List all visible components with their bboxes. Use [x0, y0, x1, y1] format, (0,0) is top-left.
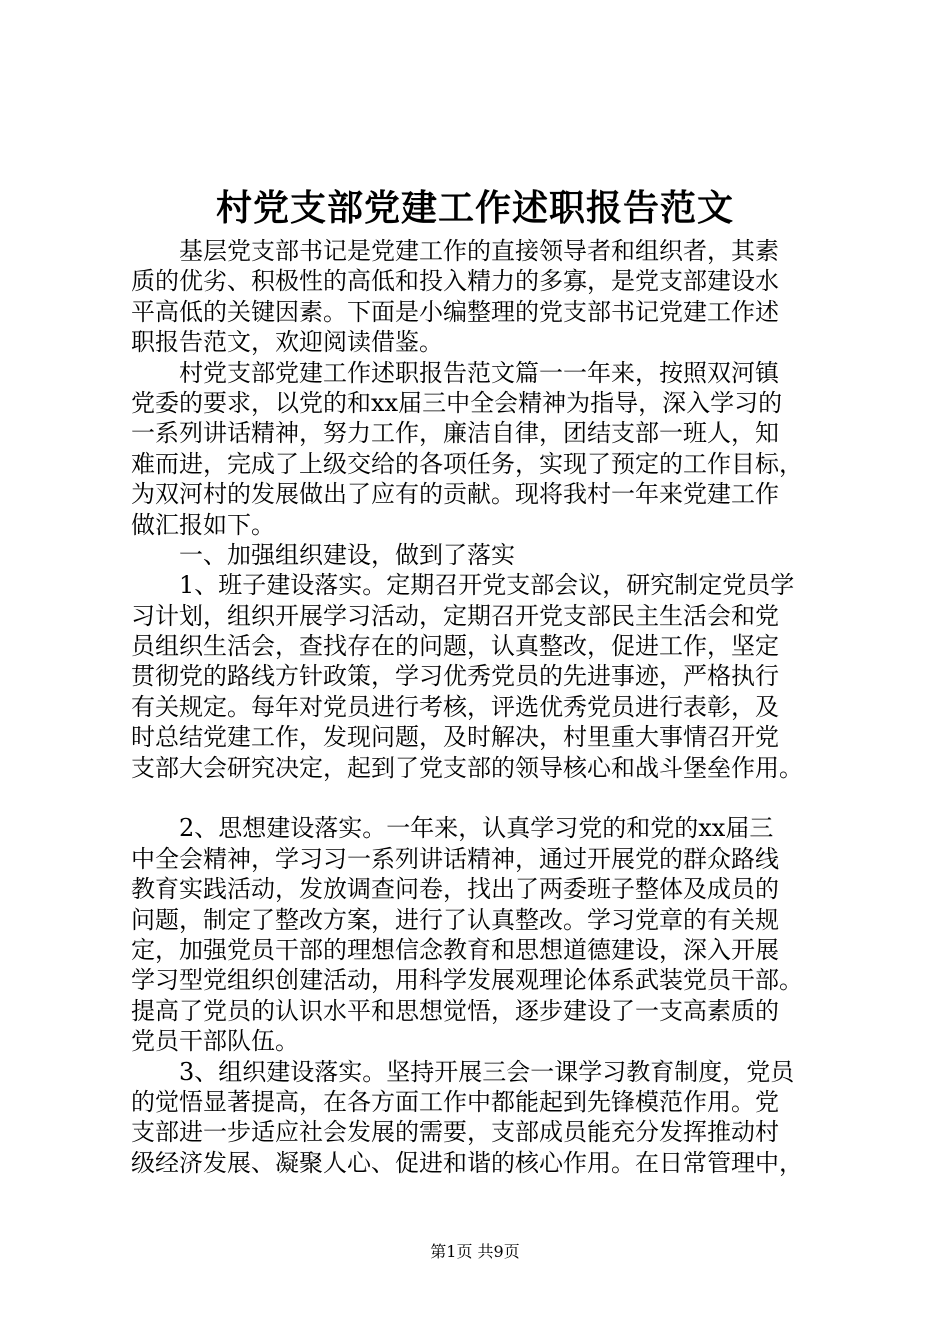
text-line: 2、思想建设落实。一年来，认真学习党的和党的xx届三: [131, 814, 774, 843]
text-line: 支部大会研究决定，起到了党支部的领导核心和战斗堡垒作用。: [131, 753, 803, 782]
text-line: 中全会精神，学习习一系列讲话精神，通过开展党的群众路线: [131, 844, 779, 873]
text-line: 有关规定。每年对党员进行考核，评选优秀党员进行表彰，及: [131, 692, 779, 721]
text-line: 质的优劣、积极性的高低和投入精力的多寡，是党支部建设水: [131, 267, 779, 296]
text-line: 村党支部党建工作述职报告范文篇一一年来，按照双河镇: [131, 358, 779, 387]
text-line: 党员干部队伍。: [131, 1027, 299, 1056]
text-line: 做汇报如下。: [131, 510, 275, 539]
text-line: 党委的要求，以党的和xx届三中全会精神为指导，深入学习的: [131, 388, 783, 417]
text-line: 3、组织建设落实。坚持开展三会一课学习教育制度，党员: [131, 1057, 795, 1086]
text-line: 员组织生活会，查找存在的问题，认真整改，促进工作，坚定: [131, 632, 779, 661]
document-title: 村党支部党建工作述职报告范文: [215, 187, 734, 229]
text-line: 职报告范文，欢迎阅读借鉴。: [131, 328, 443, 357]
text-line: 支部进一步适应社会发展的需要，支部成员能充分发挥推动村: [131, 1118, 779, 1147]
text-line: 习计划，组织开展学习活动，定期召开党支部民主生活会和党: [131, 601, 779, 630]
text-line: 基层党支部书记是党建工作的直接领导者和组织者，其素: [131, 237, 779, 265]
text-line: 级经济发展、凝聚人心、促进和谐的核心作用。在日常管理中，: [131, 1148, 803, 1177]
text-line: 难而进，完成了上级交给的各项任务，实现了预定的工作目标，: [131, 449, 803, 478]
text-line: 一系列讲话精神，努力工作，廉洁自律，团结支部一班人，知: [131, 419, 779, 448]
blank-line: [131, 783, 831, 813]
text-line: 学习型党组织创建活动，用科学发展观理论体系武装党员干部。: [131, 966, 803, 995]
text-line: 提高了党员的认识水平和思想觉悟，逐步建设了一支高素质的: [131, 996, 779, 1025]
text-line: 教育实践活动，发放调查问卷，找出了两委班子整体及成员的: [131, 875, 779, 904]
text-line: 定，加强党员干部的理想信念教育和思想道德建设，深入开展: [131, 935, 779, 964]
text-line: 贯彻党的路线方针政策，学习优秀党员的先进事迹，严格执行: [131, 662, 779, 691]
text-line: 一、加强组织建设，做到了落实: [131, 540, 515, 569]
text-line: 平高低的关键因素。下面是小编整理的党支部书记党建工作述: [131, 297, 779, 326]
page-footer: 第1页 共9页: [430, 1242, 520, 1261]
text-line: 1、班子建设落实。定期召开党支部会议，研究制定党员学: [131, 571, 795, 600]
document-body: [131, 236, 831, 1178]
text-line: 为双河村的发展做出了应有的贡献。现将我村一年来党建工作: [131, 480, 779, 509]
text-line: 的觉悟显著提高，在各方面工作中都能起到先锋模范作用。党: [131, 1087, 779, 1116]
text-line: 问题，制定了整改方案，进行了认真整改。学习党章的有关规: [131, 905, 779, 934]
text-line: 时总结党建工作，发现问题，及时解决，村里重大事情召开党: [131, 723, 779, 752]
